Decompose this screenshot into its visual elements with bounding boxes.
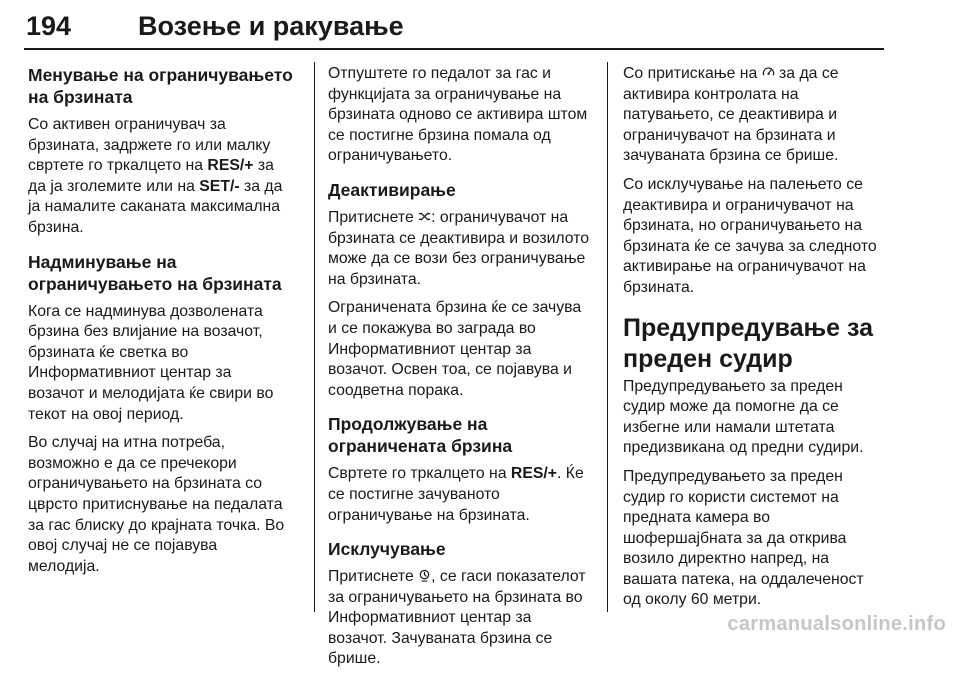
paragraph-ignition-off: Со исклучување на палењето се деактивира и ограничувачот на брзината, но ограничувањето на брзината ќе се зачува за следното активирање на ограничувачот на брзината. bbox=[623, 175, 877, 296]
column-2 bbox=[328, 64, 610, 678]
heading-change-limit: Менување на ограничувањето на брзината bbox=[28, 65, 293, 107]
paragraph-resume: Свртете го тркалцето на RES/+. Ќе се постигне зачуваното ограничување на брзината. bbox=[328, 465, 584, 524]
page-number: 194 bbox=[26, 11, 72, 41]
paragraph-stored-speed: Ограничената брзина ќе се зачува и се покажува во заграда во Информативниот центар за возачот. Освен тоа, се појавува и соодветна порака. bbox=[328, 299, 582, 399]
page-title: Возење и ракување bbox=[138, 11, 404, 41]
heading-deactivation: Деактивирање bbox=[328, 179, 456, 200]
paragraph-collision-camera: Предупредувањето за преден судир го користи системот на предната камера во шофершајбната за да открива возило директно напред, на вашата патека, на оддалеченост од околу 60 метри. bbox=[623, 467, 864, 609]
watermark: carmanualsonline.info bbox=[727, 613, 946, 635]
heading-exceed-limit: Надминување на ограничувањето на брзината bbox=[28, 251, 282, 294]
heading-resume: Продолжување на ограничената брзина bbox=[328, 414, 513, 457]
heading-switch-off: Исклучување bbox=[328, 539, 446, 560]
speed-limiter-off-icon bbox=[418, 569, 431, 582]
column-3 bbox=[623, 64, 905, 619]
column-divider-1 bbox=[314, 62, 315, 612]
paragraph-release-pedal: Отпуштете го педалот за гас и функцијата за ограничување на брзината одново се активира штом се постигне брзина помала од ограничувањето. bbox=[328, 65, 588, 165]
heading-forward-collision: Предупредување за преден судир bbox=[623, 313, 874, 373]
res-plus-label-2: RES/+ bbox=[510, 465, 558, 483]
paragraph-deactivation: Притиснете : ограничувачот на брзината се деактивира и возилото може да се вози без ограничување на брзината. bbox=[328, 208, 590, 288]
paragraph-collision-intro: Предупредувањето за преден судир може да помогне да се избегне или намали штетата предизвикана од предни судири. bbox=[623, 377, 864, 457]
page-header bbox=[24, 8, 884, 48]
speed-limiter-cancel-icon bbox=[418, 210, 431, 223]
cruise-control-icon bbox=[762, 66, 775, 79]
paragraph-switch-off: Притиснете , се гаси показателот за ограничувањето на брзината во Информативниот центар за возачот. Зачуваната брзина се брише. bbox=[328, 568, 586, 668]
res-plus-label: RES/+ bbox=[207, 157, 254, 175]
paragraph-exceed-limit: Кога се надминува дозволената брзина без влијание на возачот, брзината ќе светка во Информативниот центар за возачот и мелодијата ќе свири во текот на овој период. bbox=[28, 302, 274, 423]
paragraph-change-limit: Со активен ограничувач за брзината, задржете го или малку свртете го тркалцето на RES/+ за да ја зголемите или на SET/- за да ја намалите саканата максимална брзина. bbox=[28, 116, 283, 236]
column-1 bbox=[28, 64, 310, 585]
header-divider bbox=[24, 48, 884, 50]
paragraph-cruise-activation: Со притискање на за да се активира контролата на патувањето, се деактивира и ограничувачот на брзината и зачуваната брзина се брише. bbox=[623, 65, 839, 165]
paragraph-emergency: Во случај на итна потреба, возможно е да се пречекори ограничувањето на брзината со цврсто притиснување на педалата за гас блиску до крајната точка. Во овој случај не се појавува мелодија. bbox=[28, 434, 285, 575]
set-minus-label: SET/- bbox=[199, 177, 240, 195]
